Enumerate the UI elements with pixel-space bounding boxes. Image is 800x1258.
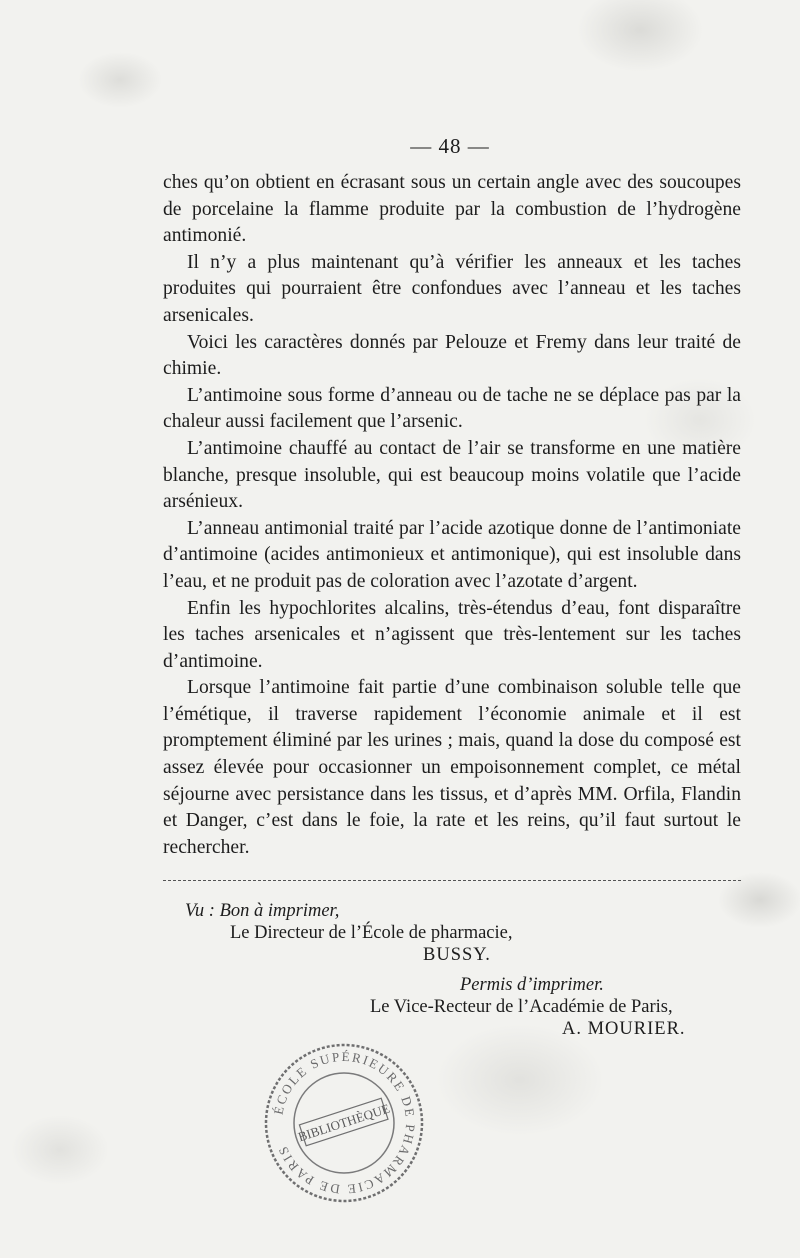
stamp-ring-text: ÉCOLE SUPÉRIEURE DE PHARMACIE DE PARIS [270,1048,419,1198]
separator-rule [163,880,741,881]
paragraph-1: ches qu’on obtient en écrasant sous un certain angle avec des soucoupes de porcelaine la flamme produite par la combustion de l’hydrogène antimonié. [163,172,741,247]
paragraph-6: L’anneau antimonial traité par l’acide azotique donne de l’antimoniate d’antimoine (acides antimonieux et antimonique), qui est insoluble dans l’eau, et ne produit pas de coloration avec l’azotate d’argent. [163,517,741,592]
body-text [163,170,741,861]
director-name: BUSSY. [423,945,491,965]
paragraph-8: Lorsque l’antimoine fait partie d’une combinaison soluble telle que l’émétique, il traverse rapidement l’économie animale et il est promptement éliminé par les urines ; mais, quand la dose du composé est assez élevée pour occasionner un empoisonnement complet, ce métal séjourne avec persistance dans les tissus, et d’après MM. Orfila, Flandin et Danger, c’est dans le foie, la rate et les reins, qu’il faut surtout le rechercher. [163,677,741,858]
approval-block [185,900,741,1040]
director-title: Le Directeur de l’École de pharmacie, [230,923,513,943]
vice-rector-title: Le Vice-Recteur de l’Académie de Paris, [370,997,673,1017]
paragraph-3: Voici les caractères donnés par Pelouze et Fremy dans leur traité de chimie. [163,331,741,380]
vu-bon-a-imprimer: Vu : Bon à imprimer, [185,901,340,921]
stamp-center-text: BIBLIOTHÈQUE [296,1100,392,1145]
permis-d-imprimer: Permis d’imprimer. [460,975,604,995]
paragraph-2: Il n’y a plus maintenant qu’à vérifier les anneaux et les taches produites qui pourraient être confondues avec l’anneau et les taches arsenicales. [163,251,741,326]
paragraph-4: L’antimoine sous forme d’anneau ou de tache ne se déplace pas par la chaleur aussi facilement que l’arsenic. [163,384,741,433]
paragraph-5: L’antimoine chauffé au contact de l’air se transforme en une matière blanche, presque insoluble, qui est beaucoup moins volatile que l’acide arsénieux. [163,437,741,513]
vice-rector-name: A. MOURIER. [562,1019,686,1039]
library-stamp-icon [259,1038,429,1208]
page-number: — 48 — [410,134,490,158]
paragraph-7: Enfin les hypochlorites alcalins, très-étendus d’eau, font disparaître les taches arsenicales et n’agissent que très-lentement sur les taches d’antimoine. [163,597,741,672]
